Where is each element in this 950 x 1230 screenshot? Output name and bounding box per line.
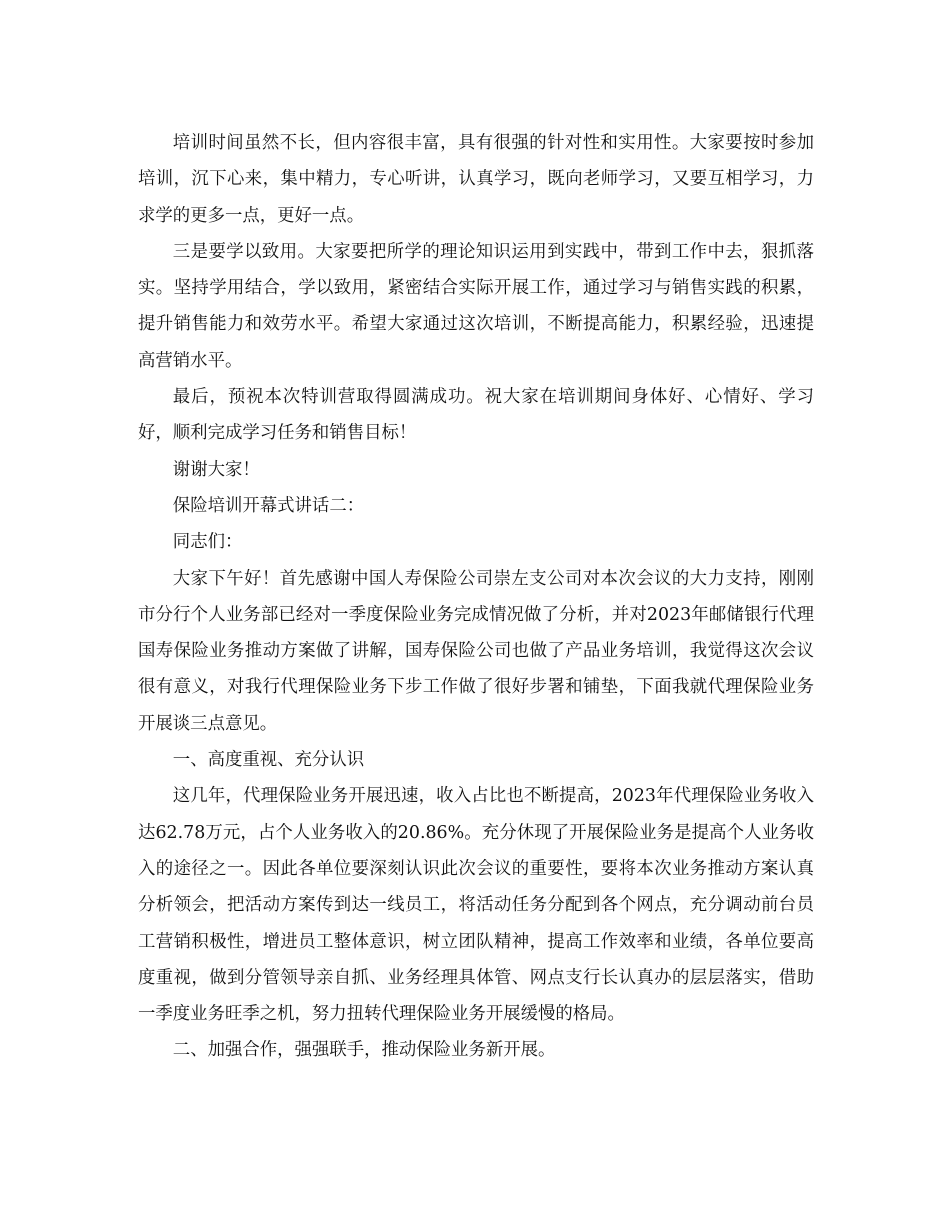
paragraph-thanks: 谢谢大家！ (172, 459, 260, 480)
section-title-speech-two: 保险培训开幕式讲话二： (172, 495, 365, 516)
paragraph-closing-wishes: 最后，预祝本次特训营取得圆满成功。祝大家在培训期间身体好、心情好、学习好，顺利完成学习任务和销售目标！ (138, 387, 814, 444)
heading-point-one: 一、高度重视、充分认识 (172, 750, 365, 771)
paragraph-apply-learning: 三是要学以致用。大家要把所学的理论知识运用到实践中，带到工作中去，狠抓落实。坚持学用结合，学以致用，紧密结合实际开展工作，通过学习与销售实践的积累，提升销售能力和效劳水平。希望大家通过这次培训，不断提高能力，积累经验，迅速提高营销水平。 (138, 241, 814, 371)
heading-point-two: 二、加强合作，强强联手，推动保险业务新开展。 (172, 1040, 556, 1061)
document-page (138, 125, 814, 1069)
paragraph-training-attendance: 培训时间虽然不长，但内容很丰富，具有很强的针对性和实用性。大家要按时参加培训，沉下心来，集中精力，专心听讲，认真学习，既向老师学习，又要互相学习，力求学的更多一点，更好一点。 (138, 133, 814, 226)
paragraph-opening-remarks: 大家下午好！首先感谢中国人寿保险公司崇左支公司对本次会议的大力支持，刚刚市分行个人业务部已经对一季度保险业务完成情况做了分析，并对2023年邮储银行代理国寿保险业务推动方案做了讲解，国寿保险公司也做了产品业务培训，我觉得这次会议很有意义，对我行代理保险业务下步工作做了很好步署和铺垫，下面我就代理保险业务开展谈三点意见。 (138, 568, 814, 734)
salutation: 同志们： (172, 532, 243, 553)
paragraph-point-one-body: 这几年，代理保险业务开展迅速，收入占比也不断提高，2023年代理保险业务收入达62.78万元，占个人业务收入的20.86%。充分休现了开展保险业务是提高个人业务收入的途径之一。因此各单位要深刻认识此次会议的重要性，要将本次业务推动方案认真分析领会，把活动方案传到达一线员工，将活动任务分配到各个网点，充分调动前台员工营销积极性，增进员工整体意识，树立团队精神，提高工作效率和业绩，各单位要高度重视，做到分管领导亲自抓、业务经理具体管、网点支行长认真办的层层落实，借助一季度业务旺季之机，努力扭转代理保险业务开展缓慢的格局。 (138, 786, 814, 1025)
